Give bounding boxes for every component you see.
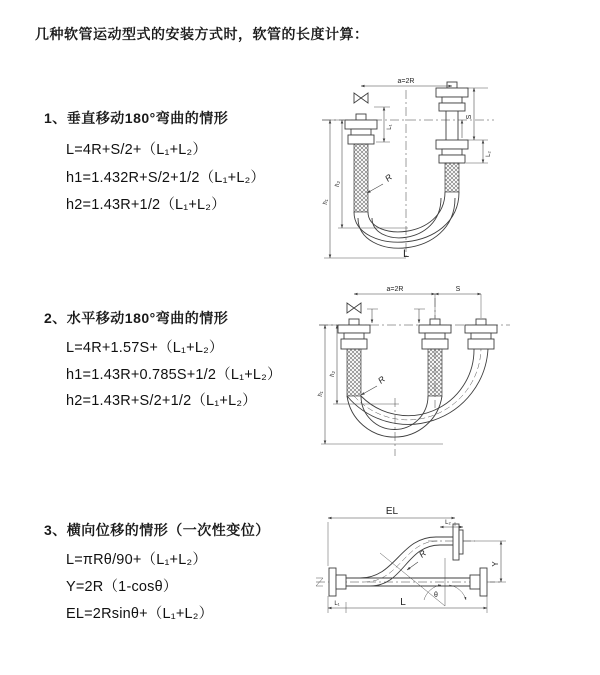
section-1-formula-h2: h2=1.43R+1/2（L₁+L₂） xyxy=(66,197,226,213)
dim-a2r-label: a=2R xyxy=(386,286,404,293)
dim-s-label: S xyxy=(466,114,473,120)
section-1-formula-L: L=4R+S/2+（L₁+L₂） xyxy=(66,142,208,158)
displaced-hose-inner xyxy=(370,545,453,586)
hose-assembly xyxy=(329,524,487,596)
section-3-formula-Y: Y=2R（1-cosθ） xyxy=(66,579,178,595)
upper-flange-displaced xyxy=(453,524,459,560)
left-pipe-stub xyxy=(356,114,366,120)
diagram-horizontal-180-bend xyxy=(295,278,595,464)
right-flange-original xyxy=(480,568,487,596)
section-2-formula-h2: h2=1.43R+S/2+1/2（L₁+L₂） xyxy=(66,393,257,409)
dim-l1-label: L₁ xyxy=(387,124,393,130)
length-label: L xyxy=(402,248,410,260)
section-3-heading: 3、横向位移的情形（一次性变位） xyxy=(44,522,270,538)
braided-hose-section xyxy=(445,163,459,192)
valve-icon xyxy=(347,303,361,313)
radius-label: R xyxy=(382,171,394,184)
diagram-vertical-180-bend xyxy=(296,70,560,266)
right-flange-moved xyxy=(465,325,497,333)
radius-label: R xyxy=(416,547,428,560)
diagram-lateral-displacement xyxy=(300,496,595,634)
dimensions xyxy=(328,506,506,613)
dim-s-label: S xyxy=(455,286,461,293)
hose-bend-inner xyxy=(368,192,445,232)
section-2-formula-L: L=4R+1.57S+（L₁+L₂） xyxy=(66,340,224,356)
dim-h1-label: h₁ xyxy=(318,391,324,397)
right-flange-lower xyxy=(436,140,468,149)
left-flange xyxy=(338,325,370,333)
hose-bend-outer xyxy=(354,192,459,242)
displaced-hose-outer xyxy=(360,537,453,578)
right-flange-upper xyxy=(436,88,468,97)
section-3-formula-L: L=πRθ/90+（L₁+L₂） xyxy=(66,552,208,568)
section-2-formula-h1: h1=1.43R+0.785S+1/2（L₁+L₂） xyxy=(66,367,282,383)
braided-hose-section xyxy=(354,144,368,212)
dimensions xyxy=(322,78,492,260)
hose-bend-inner xyxy=(361,396,428,430)
braided-hose-section xyxy=(347,349,361,396)
construction-lines xyxy=(380,553,466,606)
section-1-formula-h1: h1=1.432R+S/2+1/2（L₁+L₂） xyxy=(66,170,266,186)
dimensions xyxy=(318,286,481,444)
dim-l2-label: L₂ xyxy=(445,520,451,526)
hose-assembly xyxy=(338,319,497,437)
radius-label: R xyxy=(375,373,387,386)
dim-h1-label: h₁ xyxy=(323,199,329,205)
left-flange xyxy=(345,120,377,129)
dim-h2-label: h₂ xyxy=(335,181,341,187)
braided-hose-section xyxy=(428,349,442,396)
right-pipe-stub xyxy=(447,82,457,88)
left-flange xyxy=(329,568,336,596)
valve-icon xyxy=(354,93,368,103)
hose-assembly xyxy=(345,82,468,248)
dim-a2r-label: a=2R xyxy=(397,78,415,85)
page-title: 几种软管运动型式的安装方式时，软管的长度计算： xyxy=(35,26,369,42)
moved-hose-centerline xyxy=(354,349,481,420)
section-2-heading: 2、水平移动180°弯曲的情形 xyxy=(44,310,229,326)
middle-flange xyxy=(419,325,451,333)
dim-l2-label: L₂ xyxy=(486,151,492,157)
dim-el-label: EL xyxy=(385,506,399,517)
dim-l-label: L xyxy=(400,597,406,608)
theta-label: θ xyxy=(434,592,438,599)
dim-h2-label: h₂ xyxy=(330,371,336,377)
section-3-formula-EL: EL=2Rsinθ+（L₁+L₂） xyxy=(66,606,214,622)
dim-l1-label: L₁ xyxy=(334,601,340,607)
section-1-heading: 1、垂直移动180°弯曲的情形 xyxy=(44,110,229,126)
dim-y-label: Y xyxy=(491,561,500,567)
